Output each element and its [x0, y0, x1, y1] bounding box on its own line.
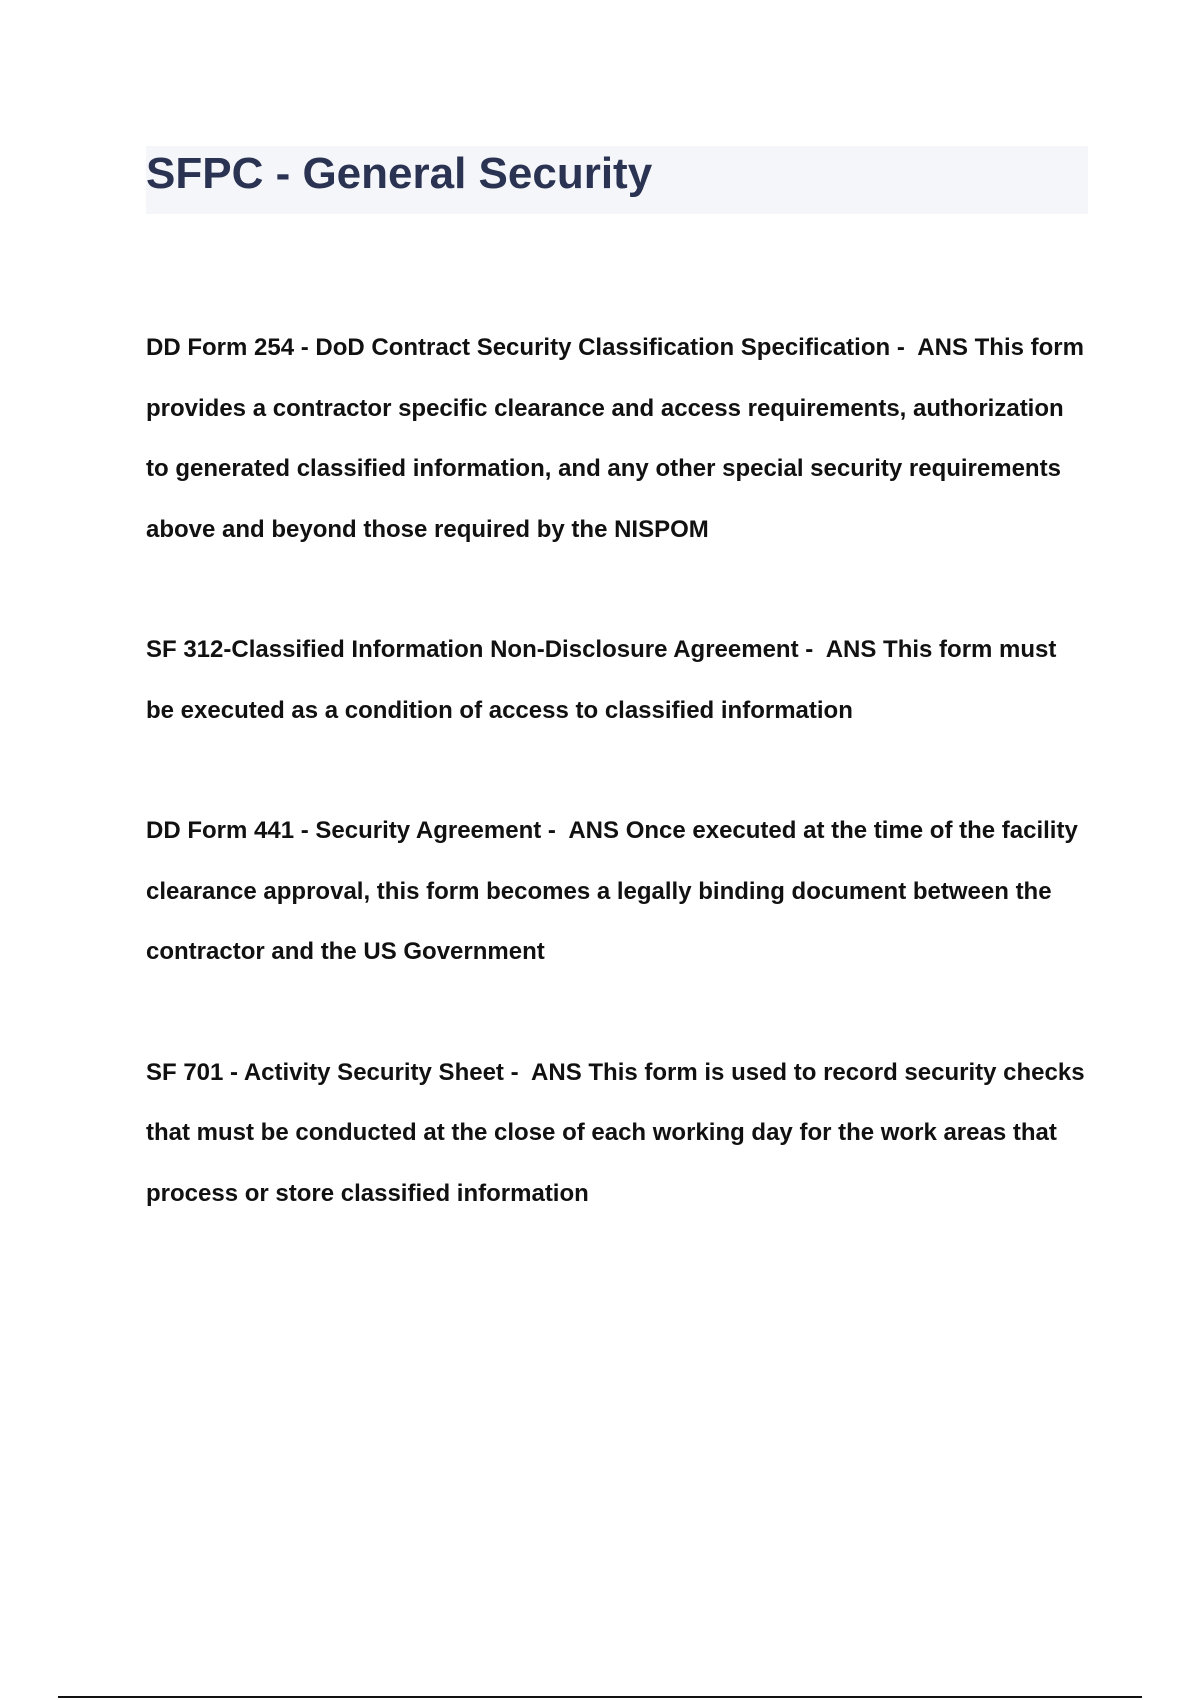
qa-list: [146, 318, 1088, 1284]
page-title: SFPC - General Security: [146, 149, 653, 198]
qa-entry-dd-form-441: DD Form 441 - Security Agreement - ANS Once executed at the time of the facility clearance approval, this form becomes a legally binding document between the contractor and the US Government: [146, 817, 1078, 965]
entry-answer: This form must be executed as a condition of access to classified information: [146, 636, 1057, 724]
qa-entry-dd-form-254: DD Form 254 - DoD Contract Security Classification Specification - ANS This form provides a contractor specific clearance and access requirements, authorization to generated classified information, and any other special security requirements above and beyond those required by the NISPOM: [146, 334, 1084, 543]
entry-term: SF 312-Classified Information Non-Disclosure Agreement: [146, 636, 799, 663]
entry-answer: This form is used to record security checks that must be conducted at the close of each working day for the work areas that process or store classified information: [146, 1058, 1085, 1207]
entry-term: DD Form 254 - DoD Contract Security Classification Specification: [146, 334, 891, 361]
entry-answer-marker: ANS: [531, 1058, 582, 1086]
entry-term: DD Form 441 - Security Agreement: [146, 817, 542, 844]
entry-answer: Once executed at the time of the facility clearance approval, this form becomes a legally binding document between the contractor and the US Government: [146, 817, 1078, 965]
qa-entry-sf-701: SF 701 - Activity Security Sheet - ANS This form is used to record security checks that must be conducted at the close of each working day for the work areas that process or store classified information: [146, 1058, 1085, 1207]
entry-answer-marker: ANS: [825, 636, 877, 663]
title-band: [146, 146, 1088, 214]
entry-term: SF 701 - Activity Security Sheet: [146, 1058, 504, 1086]
entry-answer-marker: ANS: [917, 334, 968, 361]
entry-answer-marker: ANS: [568, 817, 620, 844]
entry-answer: This form provides a contractor specific clearance and access requirements, authorization to generated classified information, and any other special security requirements above and beyond those required by the NISPOM: [146, 334, 1084, 543]
footer-divider: [58, 1696, 1142, 1698]
qa-entry-sf-312: SF 312-Classified Information Non-Disclosure Agreement - ANS This form must be executed as a condition of access to classified information: [146, 636, 1057, 724]
